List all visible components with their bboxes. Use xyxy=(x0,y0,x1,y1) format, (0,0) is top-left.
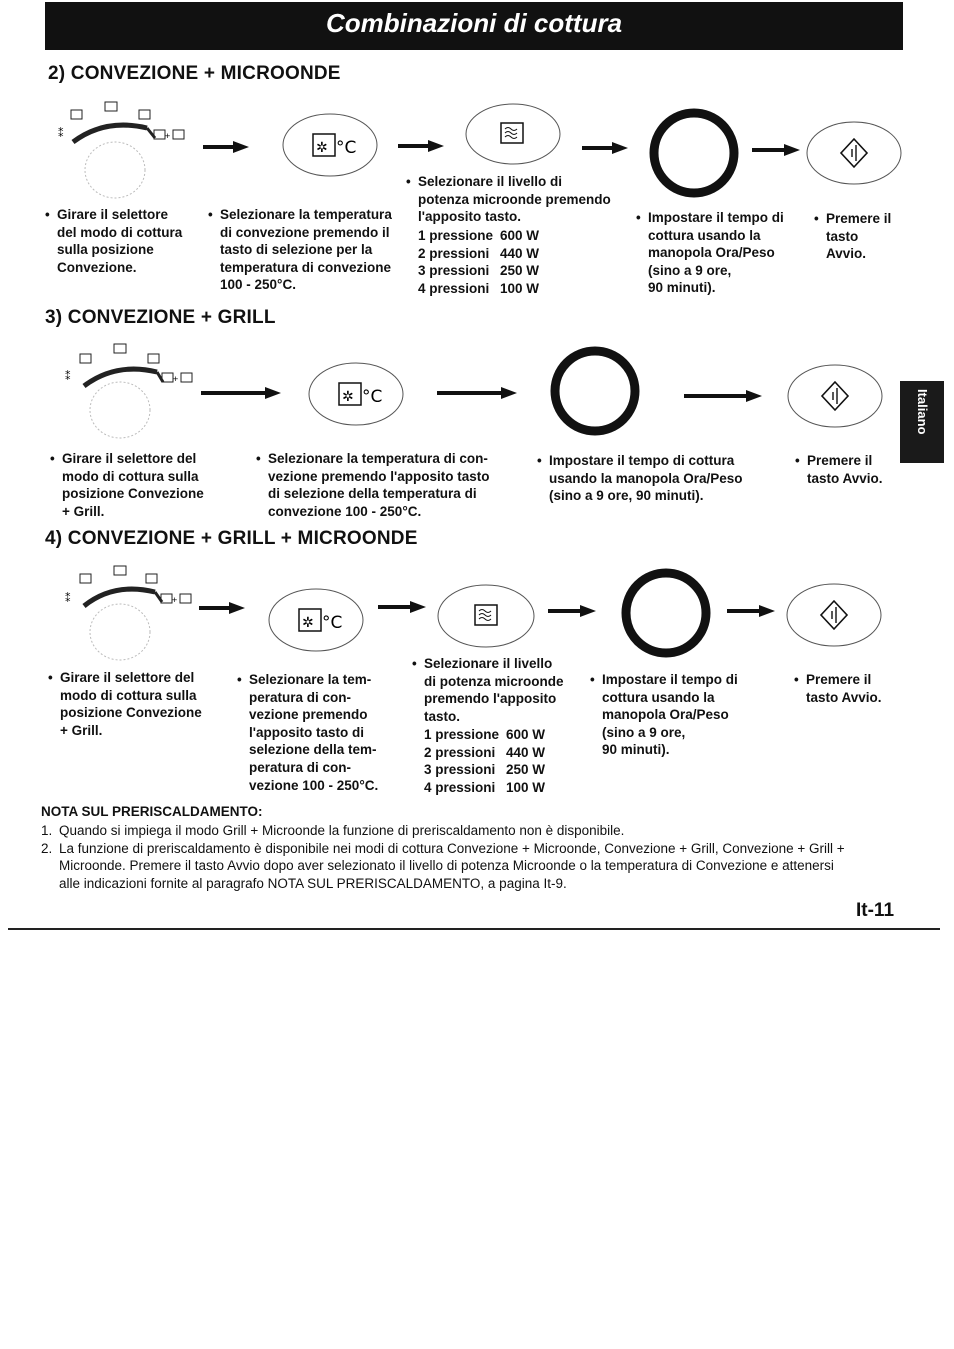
time-weight-dial-icon xyxy=(620,567,712,659)
section-heading-convezione-grill-microonde: 4) CONVEZIONE + GRILL + MICROONDE xyxy=(45,528,418,549)
svg-text:+: + xyxy=(172,595,178,605)
footer-divider xyxy=(8,928,940,930)
start-key-icon xyxy=(787,364,883,428)
step-text: • Selezionare la temperatura di convezione premendo il tasto di selezione per la temperatura di convezione 100 - 250°C. xyxy=(208,207,392,293)
svg-text:✲: ✲ xyxy=(316,139,328,155)
page-number: It-11 xyxy=(856,900,895,921)
note-item: 1. Quando si impiega il modo Grill + Microonde la funzione di preriscaldamento non è disponibile. xyxy=(41,823,625,838)
step-text: • Girare il selettore del modo di cottura sulla posizione Convezione. xyxy=(45,207,183,275)
step-text: • Selezionare la temperatura di con- vezione premendo l'apposito tasto di selezione della temperatura di convezione 100 - 250°C. xyxy=(256,451,490,519)
step-text: • Selezionare il livello di potenza microonde premendo l'apposito tasto. xyxy=(412,656,564,724)
step-text: • Premere il tasto Avvio. xyxy=(814,211,892,262)
title-banner xyxy=(45,2,903,50)
arrow-icon xyxy=(378,600,426,614)
arrow-icon xyxy=(398,139,444,153)
arrow-icon xyxy=(684,389,762,403)
language-tab-label: Italiano xyxy=(915,389,930,435)
step-text: • Impostare il tempo di cottura usando la manopola Ora/Peso (sino a 9 ore, 90 minuti). xyxy=(537,453,743,504)
microwave-power-key-icon xyxy=(465,103,561,165)
note-list xyxy=(41,822,921,892)
svg-text:✲: ✲ xyxy=(342,388,354,404)
power-level-list: 1 pressione 600 W 2 pressioni 440 W 3 pressioni 250 W 4 pressioni 100 W xyxy=(424,727,546,795)
svg-text:⁑: ⁑ xyxy=(65,370,71,383)
arrow-icon xyxy=(201,386,281,400)
note-item: 2. La funzione di preriscaldamento è disponibile nei modi di cottura Convezione + Microonde, Convezione + Grill, Convezione + Grill + Microonde. Premere il tasto Avvio dopo aver selezionato il livello di potenza Microonde o la temperatura di Convezione e attenersi alle indicazioni fornite al paragrafo NOTA SUL PRERISCALDAMENTO, a pagina It-9. xyxy=(41,840,845,891)
arrow-icon xyxy=(437,386,517,400)
section-heading-convezione-microonde: 2) CONVEZIONE + MICROONDE xyxy=(48,63,341,84)
arrow-icon xyxy=(727,604,775,618)
note-heading: NOTA SUL PRERISCALDAMENTO: xyxy=(41,804,263,819)
arrow-icon xyxy=(548,604,596,618)
mode-selector-dial-icon xyxy=(62,564,202,664)
page-title: Combinazioni di cottura xyxy=(325,8,623,38)
svg-text:+: + xyxy=(173,374,179,384)
svg-text:+: + xyxy=(165,131,171,141)
celsius-unit: °C xyxy=(336,138,357,158)
step-text: • Selezionare il livello di potenza microonde premendo l'apposito tasto. xyxy=(406,174,611,225)
start-key-icon xyxy=(806,121,902,185)
convection-temperature-key-icon xyxy=(308,362,404,426)
section-heading-convezione-grill: 3) CONVEZIONE + GRILL xyxy=(45,307,276,328)
start-key-icon xyxy=(786,583,882,647)
arrow-icon xyxy=(203,140,249,154)
arrow-icon xyxy=(582,141,628,155)
power-level-list: 1 pressione 600 W 2 pressioni 440 W 3 pressioni 250 W 4 pressioni 100 W xyxy=(418,228,540,296)
convection-temperature-key-icon xyxy=(268,588,364,652)
step-text: • Selezionare la tem- peratura di con- vezione premendo l'apposito tasto di selezione della tem- peratura di con- vezione 100 - 250°C. xyxy=(237,672,379,793)
step-text: • Premere il tasto Avvio. xyxy=(795,453,883,486)
step-text: • Girare il selettore del modo di cottura sulla posizione Convezione + Grill. xyxy=(48,670,202,738)
celsius-unit: °C xyxy=(322,613,343,633)
svg-text:⁑: ⁑ xyxy=(58,127,64,140)
svg-text:⁑: ⁑ xyxy=(65,592,71,605)
arrow-icon xyxy=(199,601,245,615)
svg-text:✲: ✲ xyxy=(302,614,314,630)
step-text: • Impostare il tempo di cottura usando la manopola Ora/Peso (sino a 9 ore, 90 minuti). xyxy=(590,672,738,758)
mode-selector-dial-icon xyxy=(62,342,202,442)
step-text: • Girare il selettore del modo di cottura sulla posizione Convezione + Grill. xyxy=(50,451,204,519)
time-weight-dial-icon xyxy=(549,345,641,437)
step-text: • Impostare il tempo di cottura usando la manopola Ora/Peso (sino a 9 ore, 90 minuti). xyxy=(636,210,784,296)
microwave-power-key-icon xyxy=(437,584,535,648)
language-tab xyxy=(900,381,944,463)
mode-selector-dial-icon xyxy=(55,100,195,200)
arrow-icon xyxy=(752,143,800,157)
convection-temperature-key-icon xyxy=(282,113,378,177)
time-weight-dial-icon xyxy=(648,107,740,199)
celsius-unit: °C xyxy=(362,387,383,407)
step-text: • Premere il tasto Avvio. xyxy=(794,672,882,705)
